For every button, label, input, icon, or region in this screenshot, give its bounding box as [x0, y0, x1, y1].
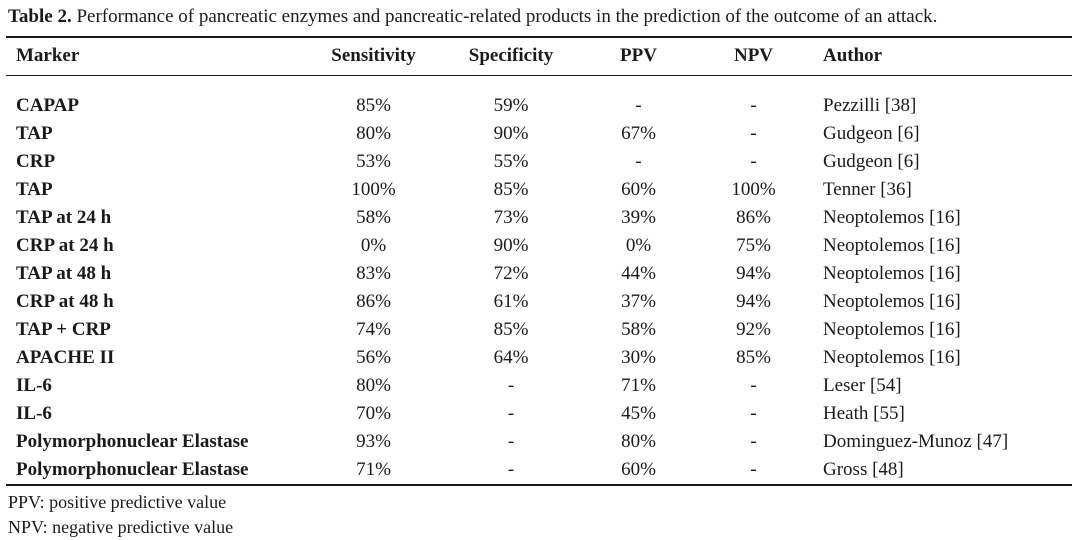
cell-author: Gudgeon [6]: [823, 151, 920, 172]
cell-sensitivity: 56%: [356, 347, 391, 368]
cell-npv: -: [750, 95, 757, 116]
table-row: [6, 428, 1072, 456]
cell-specificity: 55%: [493, 151, 529, 172]
cell-author: Neoptolemos [16]: [823, 291, 961, 312]
table-row: [6, 400, 1072, 428]
column-header-npv: NPV: [733, 45, 774, 66]
cell-author: Leser [54]: [823, 375, 902, 396]
cell-ppv: -: [635, 95, 642, 116]
cell-specificity: 85%: [493, 179, 529, 200]
cell-npv: -: [750, 375, 757, 396]
cell-marker: APACHE II: [16, 347, 115, 368]
cell-npv: 94%: [736, 291, 771, 312]
cell-author: Neoptolemos [16]: [823, 263, 961, 284]
cell-sensitivity: 93%: [356, 431, 391, 452]
cell-npv: 75%: [736, 235, 771, 256]
column-header-marker: Marker: [16, 45, 80, 66]
table-row: [6, 316, 1072, 344]
cell-ppv: 30%: [621, 347, 656, 368]
cell-marker: Polymorphonuclear Elastase: [16, 431, 249, 452]
footnote-ppv: PPV: positive predictive value: [8, 492, 227, 512]
cell-npv: -: [750, 459, 757, 480]
cell-sensitivity: 74%: [356, 319, 391, 340]
cell-author: Neoptolemos [16]: [823, 207, 961, 228]
cell-ppv: 58%: [621, 319, 656, 340]
cell-npv: 86%: [736, 207, 771, 228]
table-caption: [6, 0, 1072, 36]
cell-specificity: -: [507, 375, 515, 396]
cell-author: Neoptolemos [16]: [823, 319, 961, 340]
cell-npv: 94%: [736, 263, 771, 284]
cell-author: Gudgeon [6]: [823, 123, 920, 144]
cell-npv: -: [750, 431, 757, 452]
cell-specificity: 90%: [493, 235, 529, 256]
cell-sensitivity: 80%: [356, 375, 391, 396]
cell-marker: IL-6: [16, 403, 52, 424]
cell-specificity: 72%: [493, 263, 529, 284]
cell-sensitivity: 83%: [356, 263, 391, 284]
cell-marker: TAP + CRP: [16, 319, 111, 340]
spacer-row: [6, 76, 1072, 92]
caption-text: Performance of pancreatic enzymes and pancreatic-related products in the prediction of the outcome of an attack.: [71, 6, 938, 27]
cell-specificity: 64%: [493, 347, 529, 368]
cell-sensitivity: 0%: [360, 235, 387, 256]
cell-ppv: 67%: [621, 123, 656, 144]
cell-sensitivity: 86%: [356, 291, 391, 312]
table-row: [6, 260, 1072, 288]
cell-npv: 100%: [731, 179, 776, 200]
table-row: [6, 372, 1072, 400]
cell-author: Pezzilli [38]: [823, 95, 917, 116]
cell-npv: 85%: [736, 347, 771, 368]
cell-npv: -: [750, 151, 757, 172]
cell-sensitivity: 58%: [356, 207, 391, 228]
cell-ppv: 71%: [621, 375, 656, 396]
cell-ppv: 0%: [625, 235, 652, 256]
column-header-ppv: PPV: [620, 45, 657, 66]
footnote-npv: NPV: negative predictive value: [8, 517, 234, 537]
cell-sensitivity: 100%: [351, 179, 396, 200]
cell-sensitivity: 53%: [356, 151, 391, 172]
table-row: [6, 120, 1072, 148]
cell-ppv: 37%: [621, 291, 656, 312]
cell-specificity: 61%: [493, 291, 529, 312]
cell-author: Gross [48]: [823, 459, 904, 480]
cell-marker: CAPAP: [16, 95, 79, 116]
table-row: [6, 288, 1072, 316]
cell-sensitivity: 71%: [356, 459, 391, 480]
cell-author: Neoptolemos [16]: [823, 347, 961, 368]
cell-marker: TAP: [16, 123, 53, 144]
cell-author: Tenner [36]: [823, 179, 912, 200]
caption-label: Table 2.: [8, 6, 72, 27]
cell-marker: CRP at 48 h: [16, 291, 114, 312]
cell-ppv: 60%: [621, 459, 656, 480]
cell-author: Heath [55]: [823, 403, 905, 424]
cell-author: Dominguez-Munoz [47]: [823, 431, 1009, 452]
cell-ppv: 45%: [621, 403, 656, 424]
cell-ppv: 44%: [621, 263, 656, 284]
table-row: [6, 176, 1072, 204]
table-row: [6, 344, 1072, 372]
cell-marker: TAP at 48 h: [16, 263, 112, 284]
table-row: [6, 232, 1072, 260]
cell-specificity: -: [507, 459, 515, 480]
cell-marker: TAP at 24 h: [16, 207, 112, 228]
table-row: [6, 456, 1072, 484]
cell-ppv: 60%: [621, 179, 656, 200]
cell-marker: CRP: [16, 151, 56, 172]
cell-sensitivity: 85%: [356, 95, 391, 116]
cell-specificity: 73%: [493, 207, 529, 228]
cell-author: Neoptolemos [16]: [823, 235, 961, 256]
cell-marker: Polymorphonuclear Elastase: [16, 459, 249, 480]
table-header-row: [6, 38, 1072, 75]
table-row: [6, 204, 1072, 232]
cell-npv: -: [750, 123, 757, 144]
cell-specificity: 90%: [493, 123, 529, 144]
cell-marker: TAP: [16, 179, 53, 200]
cell-marker: CRP at 24 h: [16, 235, 114, 256]
cell-ppv: 80%: [621, 431, 656, 452]
cell-ppv: -: [635, 151, 642, 172]
cell-marker: IL-6: [16, 375, 52, 396]
results-table-body: [6, 76, 1072, 484]
cell-sensitivity: 80%: [356, 123, 391, 144]
table-row: [6, 92, 1072, 120]
cell-sensitivity: 70%: [356, 403, 391, 424]
table-row: [6, 148, 1072, 176]
cell-specificity: -: [507, 403, 515, 424]
cell-ppv: 39%: [621, 207, 656, 228]
cell-npv: -: [750, 403, 757, 424]
cell-npv: 92%: [736, 319, 771, 340]
cell-specificity: 85%: [493, 319, 529, 340]
column-header-specificity: Specificity: [468, 45, 554, 66]
table-footnotes: [6, 486, 1072, 540]
column-header-author: Author: [823, 45, 883, 66]
results-table: [6, 38, 1072, 75]
column-header-sensitivity: Sensitivity: [331, 45, 416, 66]
cell-specificity: 59%: [493, 95, 529, 116]
cell-specificity: -: [507, 431, 515, 452]
